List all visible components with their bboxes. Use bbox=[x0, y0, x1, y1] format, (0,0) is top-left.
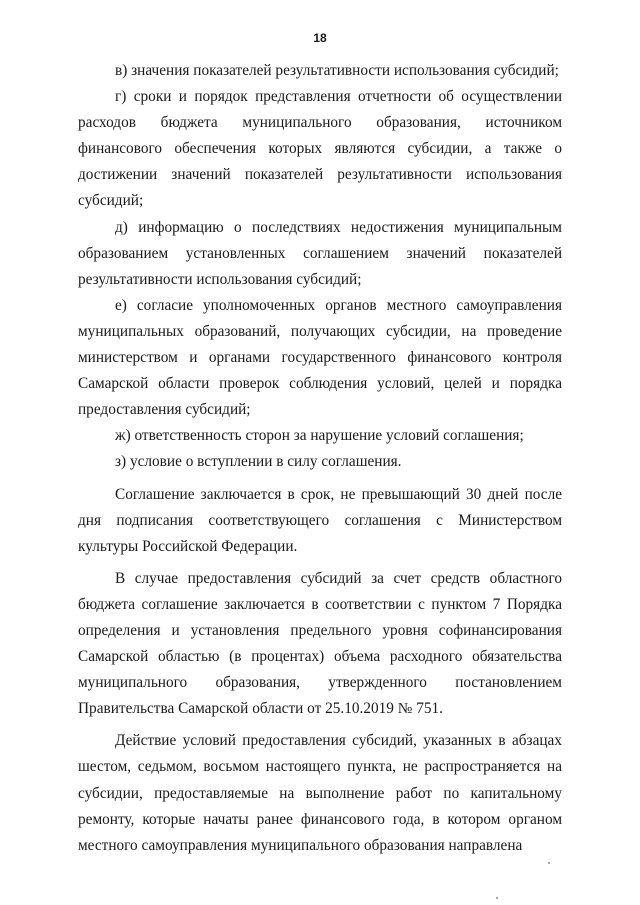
page-number: 18 bbox=[313, 31, 327, 45]
paragraph-e: е) согласие уполномоченных органов местного самоуправления муниципальных образований, получающих субсидии, на проведение министерством и органами государственного финансового контроля Самарской области проверок соблюдения условий, целей и порядка предоставления субсидий; bbox=[78, 296, 562, 419]
paragraph-z: з) условие о вступлении в силу соглашения. bbox=[115, 453, 402, 471]
scan-speck bbox=[496, 897, 498, 899]
document-body bbox=[78, 58, 562, 859]
paragraph-g: г) сроки и порядок представления отчетности об осуществлении расходов бюджета муниципального образования, источником финансового обеспечения которых являются субсидии, а также о достижении значений показателей результативности использования субсидий; bbox=[78, 88, 562, 210]
paragraph-agreement-term: Соглашение заключается в срок, не превышающий 30 дней после дня подписания соответствующего соглашения с Министерством культуры Российской Федерации. bbox=[78, 485, 562, 555]
scan-speck bbox=[548, 862, 550, 864]
paragraph-d: д) информацию о последствиях недостижения муниципальным образованием установленных соглашением значений показателей результативности использования субсидий; bbox=[78, 218, 562, 288]
paragraph-v: в) значения показателей результативности использования субсидий; bbox=[115, 62, 559, 79]
paragraph-exceptions: Действие условий предоставления субсидий, указанных в абзацах шестом, седьмом, восьмом настоящего пункта, не распространяется на субсидии, предоставляемые на выполнение работ по капитальному ремонту, которые начаты ранее финансового года, в котором органом местного самоуправления муниципального образования направлена bbox=[78, 732, 562, 854]
paragraph-zh: ж) ответственность сторон за нарушение условий соглашения; bbox=[115, 427, 524, 445]
paragraph-regional-budget: В случае предоставления субсидий за счет средств областного бюджета соглашение заключается в соответствии с пунктом 7 Порядка определения и установления предельного уровня софинансирования Самарской областью (в процентах) объема расходного обязательства муниципального образования, утвержденного постановлением Правительства Самарской области от 25.10.2019 № 751. bbox=[78, 569, 562, 718]
